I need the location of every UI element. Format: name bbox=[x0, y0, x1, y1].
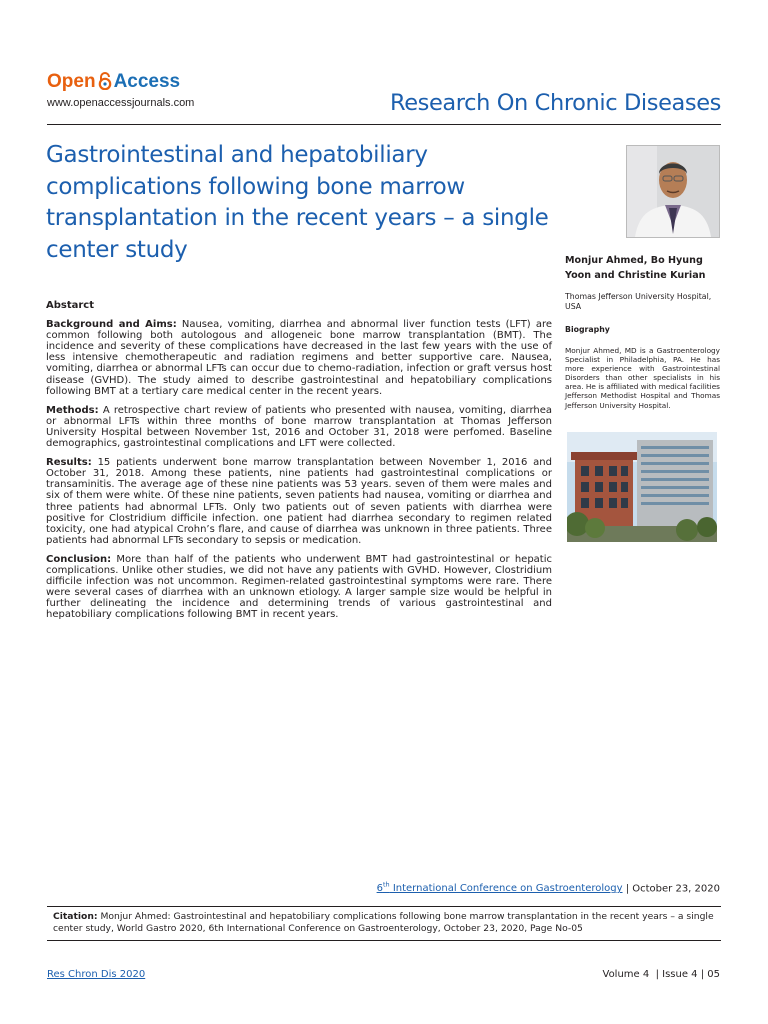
results-label: Results: bbox=[46, 457, 92, 469]
conclusion-text: More than half of the patients who underwent BMT had gastrointestinal or hepatic complications. Unlike other studies, we did not have any patients with GVHD. However, Clostridium difficile infection was not uncommon. Regimen-related gastrointestinal symptoms were rare. There were several cases of diarrhea with an unknown etiology. A larger sample size would be helpful in further delineating the incidence and determining trends of various gastrointestinal and hepatobiliary complications following BMT in recent years. bbox=[46, 553, 552, 621]
methods-text: A retrospective chart review of patients who presented with nausea, vomiting, diarrhea or abnormal LFTs within three months of bone marrow transplantation at Thomas Jefferson University Hospital between November 1st, 2016 and October 31, 2018 were perfomed. Baseline demographics, gastrointestinal complications and LFT were collected. bbox=[46, 404, 552, 450]
background-paragraph bbox=[46, 319, 552, 397]
citation-label: Citation: bbox=[53, 911, 98, 922]
journal-name: Research On Chronic Diseases bbox=[389, 90, 721, 116]
open-access-logo[interactable] bbox=[47, 70, 217, 112]
citation-box bbox=[47, 906, 721, 941]
author-names: Monjur Ahmed, Bo Hyung Yoon and Christine Kurian bbox=[565, 255, 706, 281]
header-divider bbox=[47, 124, 721, 125]
biography-heading: Biography bbox=[565, 325, 610, 334]
conference-number: 6 bbox=[376, 883, 383, 895]
citation-text: Monjur Ahmed: Gastrointestinal and hepatobiliary complications following bone marrow transplantation in the recent years – a single center study, World Gastro 2020, 6th International Conference on Gastroenterology, October 23, 2020, Page No-05 bbox=[53, 911, 714, 935]
background-text: Nausea, vomiting, diarrhea and abnormal liver function tests (LFT) are common following both autologous and allogeneic bone marrow transplantation (BMT). The incidence and severity of these complications have decreased in the last few years with the use of less intensive chemotherapeutic and radiation regimens and better supportive care. Nausea, vomiting, diarrhea or abnormal LFTs can occur due to chemo-radiation, infection or graft versus host disease (GVHD). The study aimed to describe gastrointestinal and hepatobiliary complications following BMT at a tertiary care medical center in the recent years. bbox=[46, 319, 552, 397]
conclusion-label: Conclusion: bbox=[46, 553, 112, 565]
logo-wordmark bbox=[47, 70, 180, 97]
methods-label: Methods: bbox=[46, 404, 99, 416]
article-title: Gastrointestinal and hepatobiliary complications following bone marrow transplantation in the recent years – a single center study bbox=[46, 142, 549, 263]
journal-short-link[interactable]: Res Chron Dis 2020 bbox=[47, 969, 146, 980]
conclusion-paragraph bbox=[46, 554, 552, 621]
methods-paragraph bbox=[46, 405, 552, 449]
hospital-building-photo bbox=[567, 432, 717, 542]
conference-line bbox=[377, 881, 720, 894]
conference-name: International Conference on Gastroenterology bbox=[389, 883, 623, 895]
abstract-section bbox=[46, 300, 552, 628]
author-affiliation: Thomas Jefferson University Hospital, USA bbox=[565, 292, 712, 312]
conference-link[interactable] bbox=[377, 883, 623, 894]
abstract-heading: Abstarct bbox=[46, 300, 95, 311]
author-photo bbox=[626, 145, 720, 238]
results-paragraph bbox=[46, 457, 552, 546]
logo-access-text: Access bbox=[113, 71, 181, 92]
conference-date: | October 23, 2020 bbox=[622, 883, 720, 895]
conference-ordinal: th bbox=[382, 881, 390, 889]
open-access-lock-icon bbox=[97, 72, 113, 97]
logo-url[interactable]: www.openaccessjournals.com bbox=[47, 97, 195, 109]
biography-text: Monjur Ahmed, MD is a Gastroenterology Specialist in Philadelphia, PA. He has more experience with Gastrointestinal Disorders than other specialists in his area. He is affiliated with medical facilities Jefferson Methodist Hospital and Thomas Jefferson University Hospital. bbox=[565, 346, 720, 410]
logo-open-text: Open bbox=[47, 71, 96, 92]
volume-issue: Volume 4 | Issue 4 | 05 bbox=[602, 969, 720, 980]
results-text: 15 patients underwent bone marrow transplantation between November 1, 2016 and October 31, 2018. Among these patients, nine patients had gastrointestinal complications or transaminitis. The average age of these nine patients was 53 years. seven of them were males and six of them were white. Of these nine patients, seven patients had nausea, vomiting or diarrhea and three patients had abnormal LFTs. Only two patients out of seven patients with diarrhea were positive for Clostridium difficile infection. one patient had diarrhea secondary to regimen related toxicity, one had atypical Crohn’s flare, and cause of diarrhea was unknown in three patients. Three patients had abnormal LFTs secondary to sepsis or medication. bbox=[46, 457, 552, 546]
background-label: Background and Aims: bbox=[46, 319, 177, 331]
